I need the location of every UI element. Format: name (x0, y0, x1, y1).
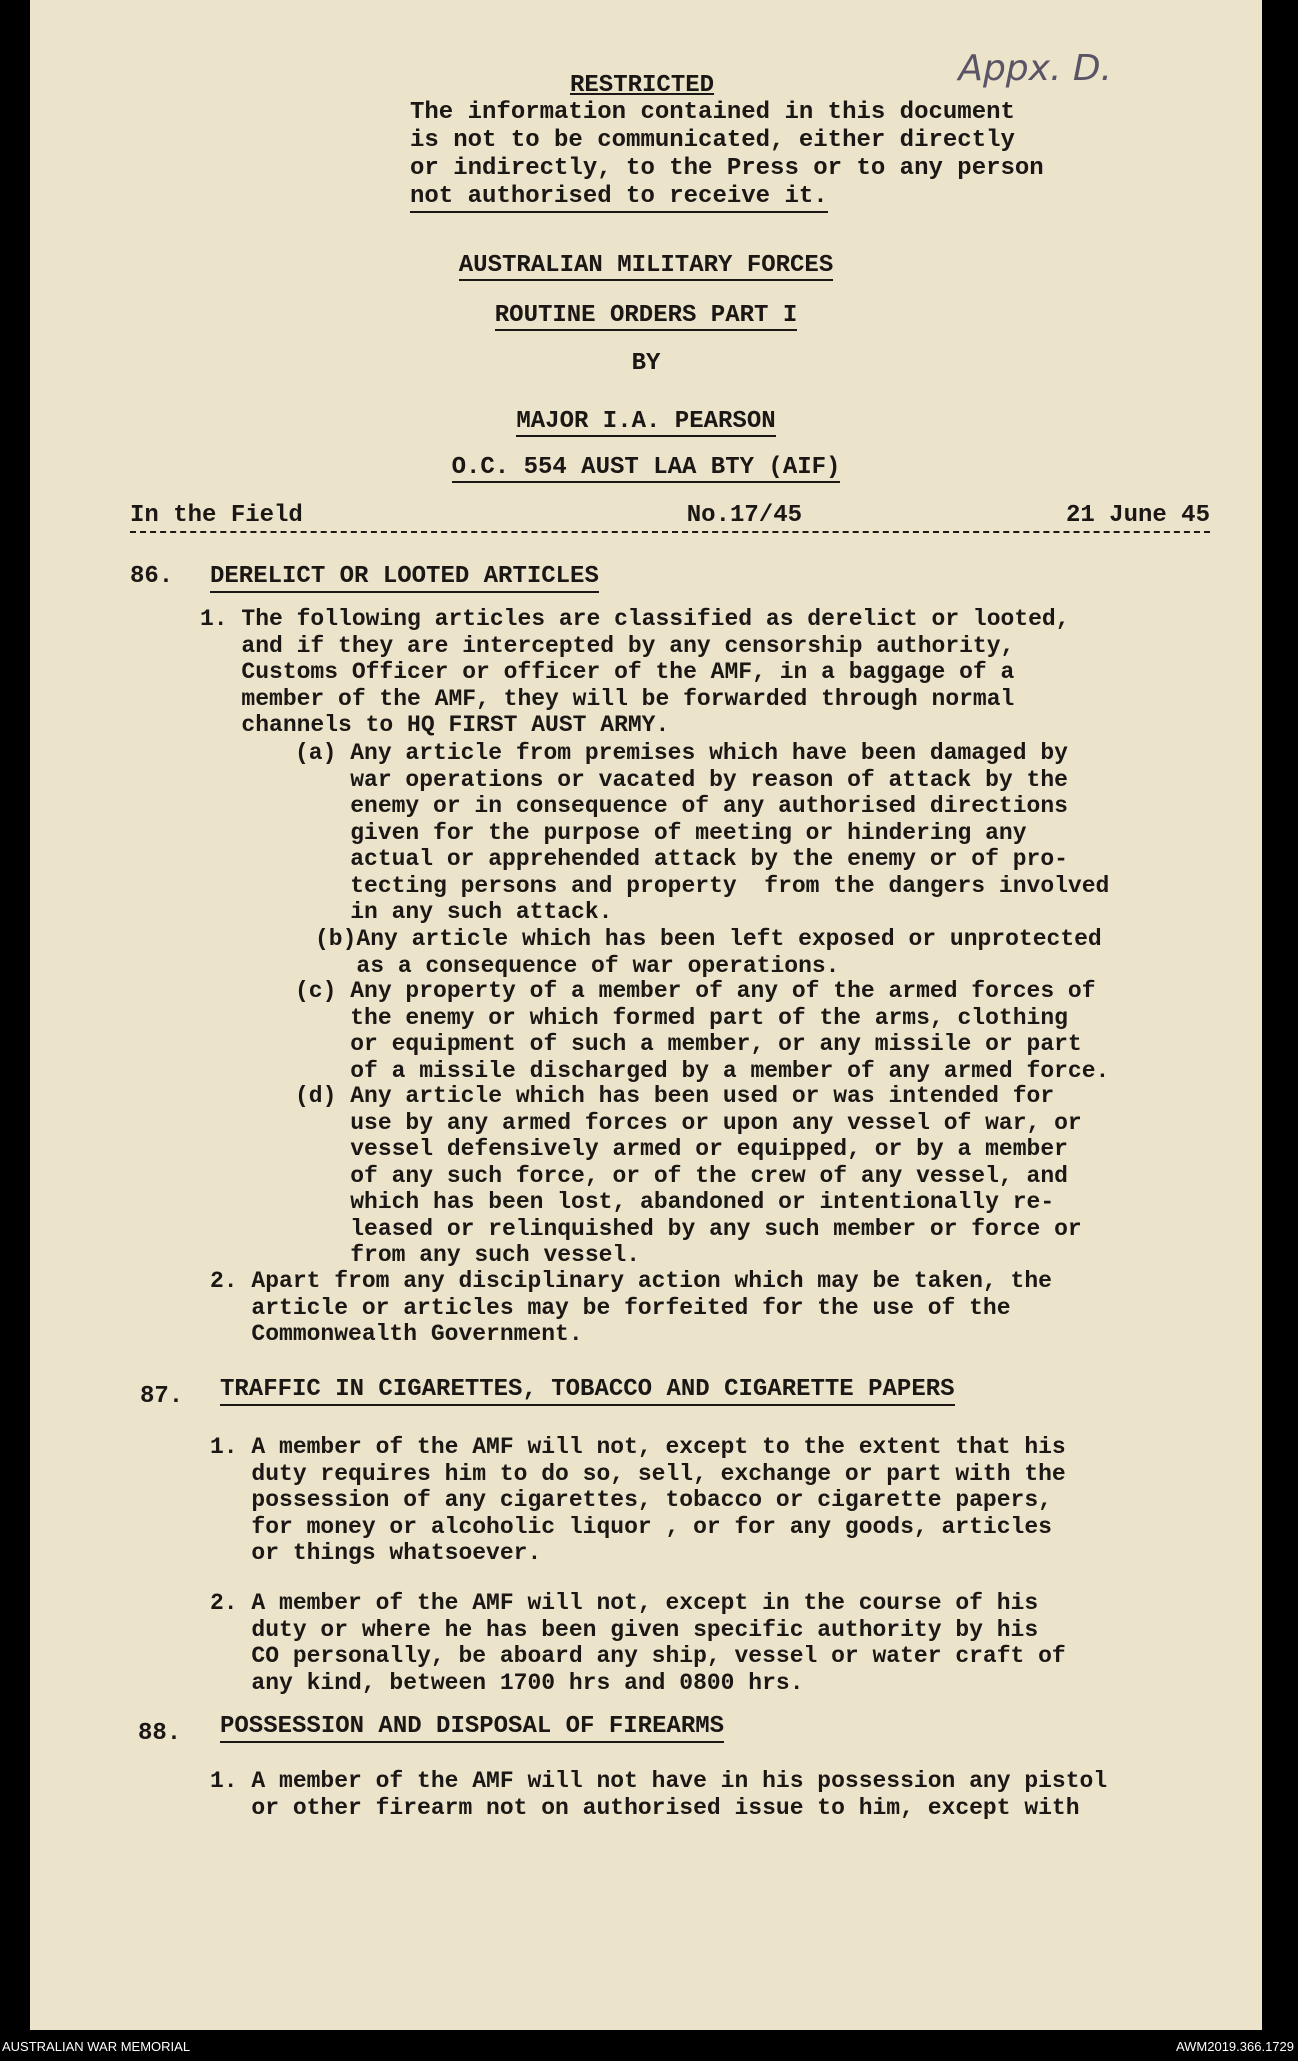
officer-name: MAJOR I.A. PEARSON (516, 408, 776, 435)
section-number: 87. (140, 1383, 184, 1410)
section-subparagraph: (d) Any article which has been used or was intended for use by any armed forces or upon any vessel of war, or vessel defensively armed or equipped, or by a member of any such force, or of the crew of any vessel, and which has been lost, abandoned or intentionally re- leased or relinquished by any such member or force or from any such vessel. (295, 1083, 1082, 1268)
restricted-line: or indirectly, to the Press or to any person (410, 155, 1044, 182)
restricted-line: not authorised to receive it. (410, 183, 828, 213)
orders-heading: ROUTINE ORDERS PART I (494, 302, 798, 329)
org-heading: AUSTRALIAN MILITARY FORCES (458, 252, 834, 279)
section-subparagraph: (a) Any article from premises which have been damaged by war operations or vacated by reason of attack by the enemy or in consequence of any authorised directions given for the purpose of meeting or hindering any actual or apprehended attack by the enemy or of pro- tecting persons and property from the dangers involved in any such attack. (295, 740, 1110, 925)
section-paragraph: 2. A member of the AMF will not, except in the course of his duty or where he has been given specific authority by his CO personally, be aboard any ship, vessel or water craft of any kind, between 1700 hrs and 0800 hrs. (210, 1590, 1066, 1696)
section-title: DERELICT OR LOOTED ARTICLES (210, 563, 599, 593)
location: In the Field (130, 502, 303, 529)
order-date: 21 June 45 (1065, 502, 1210, 529)
by-heading: BY (631, 350, 661, 377)
section-subparagraph: (c) Any property of a member of any of the armed forces of the enemy or which formed part of the arms, clothing or equipment of such a member, or any missile or part of a missile discharged by a member of any armed force. (295, 978, 1110, 1084)
section-title: POSSESSION AND DISPOSAL OF FIREARMS (220, 1713, 724, 1743)
document-page (30, 0, 1262, 2030)
order-info-line (130, 502, 1210, 533)
footer-right: AWM2019.366.1729 (1175, 2039, 1294, 2054)
section-paragraph: 1. A member of the AMF will not have in his possession any pistol or other firearm not on authorised issue to him, except with (210, 1768, 1108, 1821)
restricted-title: RESTRICTED (570, 72, 715, 99)
section-subparagraph: (b)Any article which has been left exposed or unprotected as a consequence of war operations. (315, 926, 1102, 979)
order-number: No.17/45 (686, 502, 802, 529)
restricted-line: is not to be communicated, either directly (410, 127, 1015, 154)
section-number: 88. (138, 1720, 182, 1747)
section-paragraph: 2. Apart from any disciplinary action which may be taken, the article or articles may be forfeited for the use of the Commonwealth Government. (210, 1268, 1052, 1347)
unit-name: O.C. 554 AUST LAA BTY (AIF) (451, 454, 841, 481)
section-title: TRAFFIC IN CIGARETTES, TOBACCO AND CIGARETTE PAPERS (220, 1376, 955, 1406)
section-number: 86. (130, 563, 174, 590)
handwritten-annotation: Appx. D. (958, 48, 1112, 89)
footer-left: AUSTRALIAN WAR MEMORIAL (2, 2039, 191, 2054)
section-paragraph: 1. The following articles are classified as derelict or looted, and if they are intercepted by any censorship authority, Customs Officer or officer of the AMF, in a baggage of a member of the AMF, they will be forwarded through normal channels to HQ FIRST AUST ARMY. (200, 606, 1070, 738)
restricted-line: The information contained in this document (410, 99, 1015, 126)
section-paragraph: 1. A member of the AMF will not, except to the extent that his duty requires him to do so, sell, exchange or part with the possession of any cigarettes, tobacco or cigarette papers, for money or alcoholic liquor , or for any goods, articles or things whatsoever. (210, 1434, 1066, 1566)
restricted-notice (410, 72, 1044, 213)
